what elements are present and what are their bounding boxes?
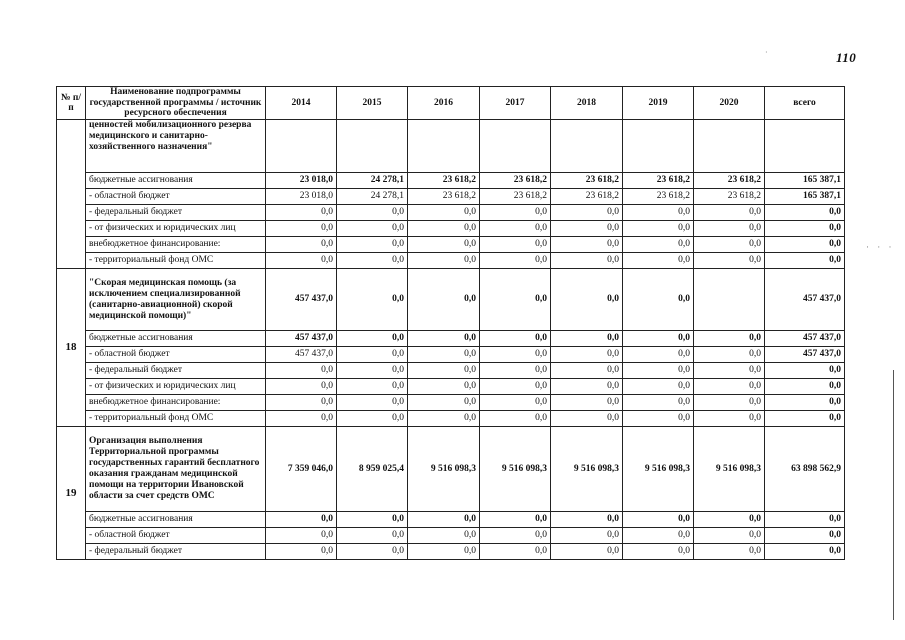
table-cell: 0,0: [266, 363, 337, 379]
header-row: [57, 87, 845, 120]
table-cell: 0,0: [551, 411, 623, 427]
table-cell: 0,0: [623, 379, 694, 395]
table-cell: 0,0: [337, 528, 408, 544]
table-cell: 0,0: [623, 411, 694, 427]
table-cell: 0,0: [480, 512, 551, 528]
table-row: [57, 427, 845, 512]
table-row: [57, 221, 845, 237]
table-cell: 0,0: [623, 363, 694, 379]
header-index: № п/п: [57, 87, 86, 120]
row-label: - от физических и юридических лиц: [86, 221, 266, 237]
table-row: [57, 379, 845, 395]
table-cell: 0,0: [694, 363, 765, 379]
table-cell: 23 618,2: [623, 189, 694, 205]
table-cell: 0,0: [266, 205, 337, 221]
table-cell: 457 437,0: [266, 331, 337, 347]
table-cell: 0,0: [694, 395, 765, 411]
header-name: Наименование подпрограммы государственной программы / источник ресурсного обеспечения: [86, 87, 266, 120]
table-cell-total: 0,0: [765, 544, 845, 560]
table-cell: 8 959 025,4: [337, 427, 408, 512]
row-label: - областной бюджет: [86, 347, 266, 363]
table-cell: 0,0: [408, 237, 480, 253]
table-cell-total: 457 437,0: [765, 347, 845, 363]
table-cell: 0,0: [623, 237, 694, 253]
table-cell: 457 437,0: [266, 347, 337, 363]
row-label: бюджетные ассигнования: [86, 331, 266, 347]
row-label: - областной бюджет: [86, 189, 266, 205]
scan-artifact: ·: [765, 48, 768, 57]
table-cell: 0,0: [480, 347, 551, 363]
table-cell: 0,0: [623, 512, 694, 528]
table-cell: 23 618,2: [408, 173, 480, 189]
table-cell-total: 0,0: [765, 205, 845, 221]
table-cell: 23 618,2: [694, 173, 765, 189]
table-cell: 0,0: [551, 379, 623, 395]
header-year: 2018: [551, 87, 623, 120]
table-cell-total: 165 387,1: [765, 189, 845, 205]
row-label: - федеральный бюджет: [86, 363, 266, 379]
table-cell: 0,0: [408, 544, 480, 560]
table-cell: 0,0: [694, 253, 765, 269]
table-cell: 0,0: [551, 331, 623, 347]
table-cell: 0,0: [408, 363, 480, 379]
table-row: [57, 544, 845, 560]
table-cell: 0,0: [266, 512, 337, 528]
table-cell: 0,0: [337, 512, 408, 528]
table-cell: 0,0: [694, 411, 765, 427]
row-index: 18: [57, 269, 86, 427]
table-cell: 0,0: [480, 253, 551, 269]
table-cell: 0,0: [337, 253, 408, 269]
table-cell: 0,0: [266, 544, 337, 560]
table-cell: 24 278,1: [337, 173, 408, 189]
table-cell: 0,0: [337, 544, 408, 560]
table-cell: 0,0: [266, 411, 337, 427]
table-cell: 0,0: [623, 269, 694, 331]
table-cell-total: 457 437,0: [765, 269, 845, 331]
table-cell: 0,0: [480, 363, 551, 379]
table-cell: 23 618,2: [551, 189, 623, 205]
table-cell: 0,0: [551, 237, 623, 253]
table-cell: 23 618,2: [480, 173, 551, 189]
table-cell: 0,0: [337, 221, 408, 237]
table-cell: 0,0: [266, 237, 337, 253]
scan-artifact-dots: · · ·: [866, 242, 895, 252]
program-title: ценностей мобилизационного резерва медицинского и санитарно-хозяйственного назначения": [86, 120, 266, 173]
table-cell: 0,0: [408, 253, 480, 269]
row-label: - территориальный фонд ОМС: [86, 253, 266, 269]
table-cell: 0,0: [551, 363, 623, 379]
table-cell: 0,0: [408, 395, 480, 411]
table-cell: 0,0: [266, 395, 337, 411]
table-cell: 0,0: [337, 237, 408, 253]
table-row: [57, 173, 845, 189]
table-cell-total: 0,0: [765, 411, 845, 427]
header-year: 2016: [408, 87, 480, 120]
row-label: - областной бюджет: [86, 528, 266, 544]
table-cell: 0,0: [623, 347, 694, 363]
table-cell: 9 516 098,3: [694, 427, 765, 512]
table-cell: 0,0: [480, 544, 551, 560]
table-cell: 0,0: [551, 512, 623, 528]
table-cell: 23 618,2: [694, 189, 765, 205]
table-cell: 23 618,2: [408, 189, 480, 205]
row-label: бюджетные ассигнования: [86, 173, 266, 189]
table-cell: 0,0: [480, 269, 551, 331]
table-cell: 9 516 098,3: [480, 427, 551, 512]
table-cell: 0,0: [551, 221, 623, 237]
table-cell: 0,0: [337, 205, 408, 221]
table-row: [57, 347, 845, 363]
table-cell: 0,0: [408, 379, 480, 395]
table-cell: 0,0: [694, 205, 765, 221]
table-cell: 0,0: [408, 269, 480, 331]
table-cell: 0,0: [694, 237, 765, 253]
table-cell-total: 0,0: [765, 395, 845, 411]
table-cell: 0,0: [480, 221, 551, 237]
table-cell: 23 018,0: [266, 173, 337, 189]
table-cell: 0,0: [551, 528, 623, 544]
row-label: внебюджетное финансирование:: [86, 395, 266, 411]
table-cell: 0,0: [480, 379, 551, 395]
table-cell: 0,0: [408, 512, 480, 528]
row-label: - от физических и юридических лиц: [86, 379, 266, 395]
table-row: [57, 120, 845, 173]
table-row: [57, 331, 845, 347]
header-year: 2015: [337, 87, 408, 120]
table-row: [57, 253, 845, 269]
table-cell: 23 618,2: [623, 173, 694, 189]
table-cell-total: 457 437,0: [765, 331, 845, 347]
table-row: [57, 411, 845, 427]
table-cell: 0,0: [551, 269, 623, 331]
table-cell: 0,0: [480, 331, 551, 347]
table-cell: 0,0: [551, 347, 623, 363]
table-cell: 0,0: [623, 544, 694, 560]
table-cell: 9 516 098,3: [408, 427, 480, 512]
table-cell: 0,0: [623, 395, 694, 411]
row-label: бюджетные ассигнования: [86, 512, 266, 528]
table-row: [57, 395, 845, 411]
table-cell: 0,0: [551, 205, 623, 221]
table-cell-total: 0,0: [765, 379, 845, 395]
table-cell: 0,0: [551, 395, 623, 411]
table-cell: 0,0: [266, 379, 337, 395]
table-cell: 0,0: [408, 331, 480, 347]
table-cell: 0,0: [337, 363, 408, 379]
program-title: "Скорая медицинская помощь (за исключением специализированной (санитарно-авиационной) скорой медицинской помощи)": [86, 269, 266, 331]
table-cell-total: 0,0: [765, 253, 845, 269]
table-cell-total: 0,0: [765, 363, 845, 379]
table-cell: 0,0: [480, 237, 551, 253]
header-year: 2017: [480, 87, 551, 120]
table-cell: 23 018,0: [266, 189, 337, 205]
table-cell-total: 63 898 562,9: [765, 427, 845, 512]
row-label: внебюджетное финансирование:: [86, 237, 266, 253]
table-cell: 0,0: [408, 411, 480, 427]
table-row: [57, 512, 845, 528]
table-cell: 0,0: [266, 221, 337, 237]
table-cell: 0,0: [623, 205, 694, 221]
table-cell: 457 437,0: [266, 269, 337, 331]
table-cell: 0,0: [337, 379, 408, 395]
table-cell: 0,0: [694, 331, 765, 347]
table-row: [57, 205, 845, 221]
row-label: - федеральный бюджет: [86, 544, 266, 560]
table-cell: 23 618,2: [480, 189, 551, 205]
page-number: 110: [836, 50, 857, 65]
row-index: [57, 120, 86, 269]
table-cell: 0,0: [480, 395, 551, 411]
table-cell: 0,0: [694, 347, 765, 363]
table-cell: 0,0: [408, 221, 480, 237]
header-year: 2020: [694, 87, 765, 120]
header-year: 2019: [623, 87, 694, 120]
table-cell: 0,0: [480, 411, 551, 427]
table-cell: 0,0: [408, 205, 480, 221]
table-cell: 0,0: [337, 269, 408, 331]
table-cell: 0,0: [694, 512, 765, 528]
program-title: Организация выполнения Территориальной программы государственных гарантий бесплатного оказания гражданам медицинской помощи на территории Ивановской области за счет средств ОМС: [86, 427, 266, 512]
row-label: - территориальный фонд ОМС: [86, 411, 266, 427]
scan-artifact-line: [893, 370, 894, 620]
table-cell: 23 618,2: [551, 173, 623, 189]
table-row: [57, 269, 845, 331]
budget-table: [56, 86, 845, 560]
table-cell: 0,0: [408, 528, 480, 544]
table-cell: 9 516 098,3: [551, 427, 623, 512]
table-cell: 0,0: [694, 379, 765, 395]
table-cell: 0,0: [694, 544, 765, 560]
table-cell: 0,0: [551, 544, 623, 560]
table-cell: 0,0: [480, 205, 551, 221]
table-cell: 7 359 046,0: [266, 427, 337, 512]
table-cell: 0,0: [623, 253, 694, 269]
table-cell: 0,0: [694, 221, 765, 237]
table-row: [57, 363, 845, 379]
table-cell: 0,0: [266, 528, 337, 544]
table-cell-total: 0,0: [765, 237, 845, 253]
table-row: [57, 237, 845, 253]
table-cell-total: 0,0: [765, 528, 845, 544]
table-cell: 0,0: [694, 528, 765, 544]
table-cell: 0,0: [623, 221, 694, 237]
row-label: - федеральный бюджет: [86, 205, 266, 221]
table-cell: 0,0: [337, 347, 408, 363]
header-year: 2014: [266, 87, 337, 120]
table-cell: 0,0: [623, 528, 694, 544]
row-index: 19: [57, 427, 86, 560]
table-cell: 0,0: [337, 411, 408, 427]
table-cell: 0,0: [337, 395, 408, 411]
table-cell: 0,0: [623, 331, 694, 347]
table-row: [57, 189, 845, 205]
table-cell: 0,0: [480, 528, 551, 544]
table-cell: 0,0: [266, 253, 337, 269]
table-cell: 9 516 098,3: [623, 427, 694, 512]
table-row: [57, 528, 845, 544]
table-cell: 0,0: [551, 253, 623, 269]
table-cell: 24 278,1: [337, 189, 408, 205]
table-cell-total: 165 387,1: [765, 173, 845, 189]
table-cell-total: 0,0: [765, 512, 845, 528]
table-cell-total: 0,0: [765, 221, 845, 237]
table-cell: 0,0: [337, 331, 408, 347]
header-total: всего: [765, 87, 845, 120]
table-cell: 0,0: [408, 347, 480, 363]
